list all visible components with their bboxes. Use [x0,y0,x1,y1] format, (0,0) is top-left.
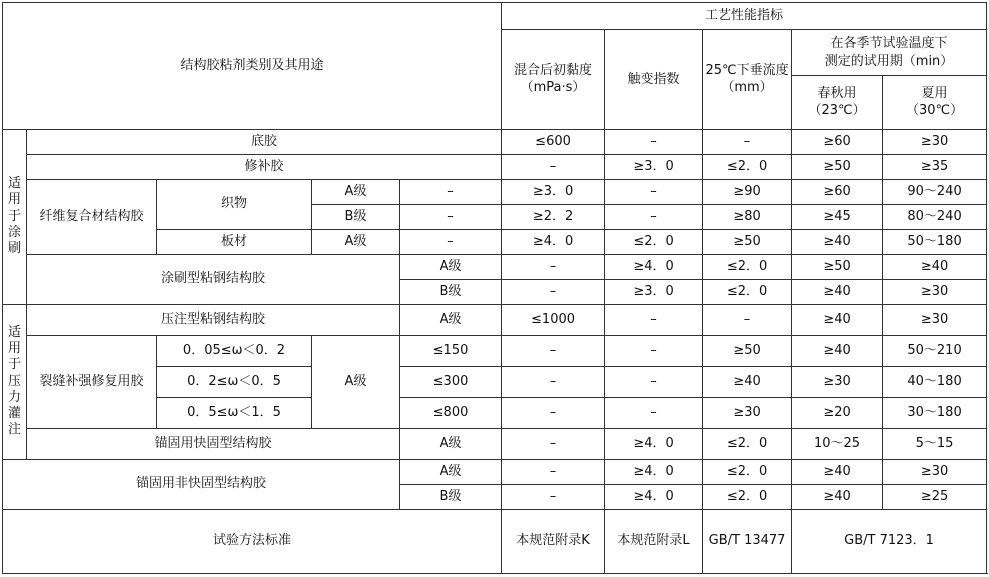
cell-viscosity: – [502,279,605,304]
cell-viscosity: – [400,179,502,204]
cell-viscosity: ≤800 [400,397,502,428]
cell-sag: ≤2．0 [703,484,792,509]
cell-spring: ≥50 [792,254,883,279]
cell-thixo: ≥4．0 [605,254,703,279]
grade-label: B级 [400,279,502,304]
cell-spring: ≥40 [792,304,883,335]
season-pot-life-header: 在各季节试验温度下 测定的试用期（min） [792,30,987,76]
cell-viscosity: – [400,229,502,254]
table-row [3,335,987,366]
cell-winter: 80～240 [883,204,987,229]
cell-spring: 10～25 [792,428,883,459]
cell-viscosity: ≤1000 [502,304,605,335]
category-use-header: 结构胶粘剂类别及其用途 [3,3,502,130]
cell-thixo: ≥4．0 [502,229,605,254]
cell-thixo: – [502,397,605,428]
grade-label: A级 [312,179,400,204]
cell-spring: ≥90 [703,179,792,204]
pressure-group-label: 适 用 于 压 力 灌 注 [3,304,27,459]
cell-viscosity: ≤600 [502,129,605,154]
thixotropic-header: 触变指数 [605,30,703,130]
cell-sag: – [605,397,703,428]
cell-thixo: – [502,366,605,397]
cell-summer: ≥30 [883,304,987,335]
row-sublabel: 0．5≤ω＜1．5 [157,397,312,428]
cell-spring: ≥40 [792,484,883,509]
cell-summer: ≥60 [792,179,883,204]
table-row [3,254,987,279]
cell-thixo: – [502,335,605,366]
cell-viscosity: ≤300 [400,366,502,397]
cell-spring: ≥40 [792,459,883,484]
table-row [3,154,987,179]
spring-autumn-header: 春秋用 （23℃） [792,76,883,130]
row-sublabel: 织物 [157,179,312,229]
cell-winter: 50～210 [883,335,987,366]
cell-sag: ≤2．0 [703,428,792,459]
row-label: 锚固用非快固型结构胶 [3,459,400,509]
cell-thixo: ≥4．0 [605,459,703,484]
grade-label: B级 [400,484,502,509]
cell-summer: ≥30 [792,366,883,397]
cell-sag: ≤2．0 [703,154,792,179]
cell-thixo: ≥4．0 [605,484,703,509]
cell-spring: ≥80 [703,204,792,229]
row-label: 锚固用快固型结构胶 [27,428,400,459]
test-method-row [3,509,987,573]
cell-winter: 30～180 [883,397,987,428]
cell-sag: – [703,304,792,335]
cell-sag: – [605,204,703,229]
cell-sag: ≤2．0 [605,229,703,254]
row-label: 压注型粘钢结构胶 [27,304,400,335]
cell-sag: – [605,366,703,397]
cell-spring: ≥40 [792,279,883,304]
adhesive-process-performance-table [2,2,987,574]
summer-header: 夏用 （30℃） [883,76,987,130]
cell-summer: ≥20 [792,397,883,428]
row-label: 涂刷型粘钢结构胶 [27,254,400,304]
table-row [3,459,987,484]
cell-thixo: ≥4．0 [605,428,703,459]
cell-viscosity: – [502,154,605,179]
row-label: 修补胶 [27,154,502,179]
cell-winter: 50～180 [883,229,987,254]
cell-summer: ≥30 [883,129,987,154]
grade-label: A级 [400,304,502,335]
cell-thixo: ≥2．2 [502,204,605,229]
cell-summer: ≥40 [883,254,987,279]
cell-spring: ≥60 [792,129,883,154]
cell-spring: ≥50 [792,154,883,179]
header-row-1 [3,3,987,30]
test-pot-life: GB/T 7123．1 [792,509,987,573]
cell-thixo: ≥3．0 [605,154,703,179]
sag-header: 25℃下垂流度 （mm） [703,30,792,130]
row-sublabel: 0．2≤ω＜0．5 [157,366,312,397]
cell-summer: ≥40 [792,335,883,366]
cell-summer: ≥40 [792,229,883,254]
cell-sag: ≤2．0 [703,254,792,279]
table-row [3,129,987,154]
cell-sag: – [703,129,792,154]
cell-viscosity: – [502,428,605,459]
cell-summer: ≥35 [883,154,987,179]
cell-spring: ≥50 [703,229,792,254]
cell-thixo: ≥3．0 [502,179,605,204]
test-sag: GB/T 13477 [703,509,792,573]
cell-summer: ≥30 [883,459,987,484]
table-row [3,428,987,459]
table-row [3,179,987,204]
cell-thixo: – [605,304,703,335]
cell-sag: – [605,335,703,366]
cell-sag: – [605,179,703,204]
row-label: 裂缝补强修复用胶 [27,335,157,428]
cell-viscosity: – [502,484,605,509]
viscosity-header: 混合后初黏度 （mPa·s） [502,30,605,130]
cell-spring: ≥50 [703,335,792,366]
test-thixo: 本规范附录L [605,509,703,573]
cell-spring: ≥40 [703,366,792,397]
grade-label: A级 [312,229,400,254]
test-standard-label: 试验方法标准 [3,509,502,573]
cell-viscosity: – [400,204,502,229]
cell-summer: ≥45 [792,204,883,229]
grade-label: A级 [400,459,502,484]
cell-thixo: – [605,129,703,154]
row-sublabel: 板材 [157,229,312,254]
cell-winter: 40～180 [883,366,987,397]
cell-sag: ≤2．0 [703,279,792,304]
row-sublabel: 0．05≤ω＜0．2 [157,335,312,366]
grade-label: A级 [400,428,502,459]
cell-viscosity: ≤150 [400,335,502,366]
cell-summer: ≥25 [883,484,987,509]
process-index-header: 工艺性能指标 [502,3,987,30]
cell-viscosity: – [502,254,605,279]
cell-viscosity: – [502,459,605,484]
cell-spring: ≥30 [703,397,792,428]
grade-label: B级 [312,204,400,229]
grade-label: A级 [312,335,400,428]
cell-winter: 90～240 [883,179,987,204]
test-viscosity: 本规范附录K [502,509,605,573]
table-row [3,304,987,335]
row-label: 纤维复合材结构胶 [27,179,157,254]
brush-group-label: 适 用 于 涂 刷 [3,129,27,304]
cell-summer: ≥30 [883,279,987,304]
grade-label: A级 [400,254,502,279]
row-label: 底胶 [27,129,502,154]
cell-summer: 5～15 [883,428,987,459]
cell-sag: ≤2．0 [703,459,792,484]
cell-thixo: ≥3．0 [605,279,703,304]
